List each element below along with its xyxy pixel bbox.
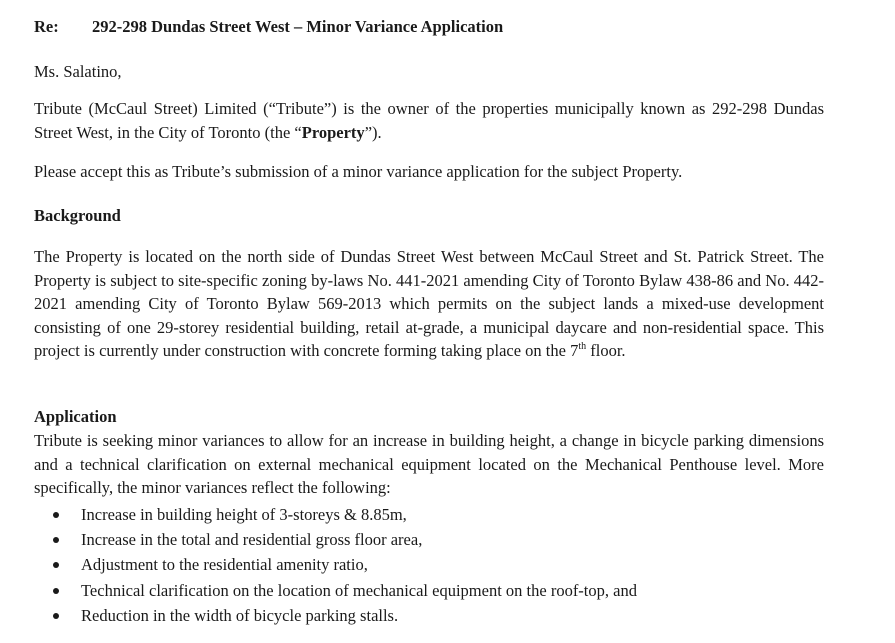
variance-list (34, 502, 824, 628)
list-item-text: Technical clarification on the location of mechanical equipment on the roof-top, and (81, 580, 637, 600)
background-text-end: floor. (586, 341, 626, 360)
bullet-icon (53, 588, 59, 594)
intro-defined-term: Property (301, 122, 365, 142)
list-item-text: Increase in building height of 3-storeys & 8.85m, (81, 505, 407, 524)
salutation: Ms. Salatino, (34, 62, 122, 81)
list-item (34, 578, 824, 603)
list-item (34, 552, 824, 577)
bullet-icon (53, 512, 59, 518)
background-heading: Background (34, 206, 121, 225)
background-paragraph (34, 245, 824, 363)
list-item-text: Adjustment to the residential amenity ratio, (81, 555, 368, 575)
list-item (34, 502, 824, 527)
background-text: The Property is located on the north side of Dundas Street West between McCaul Street and St. Patrick Street. The Property is subject to site-specific zoning by-laws No. 441-2021 amending City of Toronto Bylaw 438-86 and No. 442-2021 amending City of Toronto Bylaw 569-2013 which permits on the subject lands a mixed-use development consisting of one 29-storey residential building, retail at-grade, a municipal daycare and non-residential space. This project is currently under construction with concrete forming taking place on the 7 (34, 247, 824, 360)
bullet-icon (53, 613, 59, 619)
list-item-text: Increase in the total and residential gross floor area, (81, 530, 423, 550)
application-heading: Application (34, 407, 117, 426)
intro-text-1: Tribute (McCaul Street) Limited (“Tribute”) is the owner of the properties municipally known as 292-298 Dundas Street West, in the City of Toronto (the “ (34, 99, 824, 142)
list-item-text: Reduction in the width of bicycle parking stalls. (81, 605, 399, 625)
bullet-icon (53, 537, 59, 543)
application-paragraph: Tribute is seeking minor variances to allow for an increase in building height, a change in bicycle parking dimensions and a technical clarification on external mechanical equipment located on the Mechanical Penthouse level. More specifically, the minor variances reflect the following: (34, 431, 824, 497)
ordinal-suffix: th (578, 340, 587, 352)
subject-line (34, 17, 503, 37)
list-item (34, 527, 824, 552)
submission-paragraph: Please accept this as Tribute’s submission of a minor variance application for the subject Property. (34, 162, 683, 181)
list-item (34, 603, 824, 628)
re-label: Re: (34, 17, 59, 36)
subject-title: 292-298 Dundas Street West – Minor Variance Application (92, 17, 504, 36)
intro-text-2: ”). (364, 122, 382, 142)
intro-paragraph (34, 97, 824, 144)
bullet-icon (53, 562, 59, 568)
